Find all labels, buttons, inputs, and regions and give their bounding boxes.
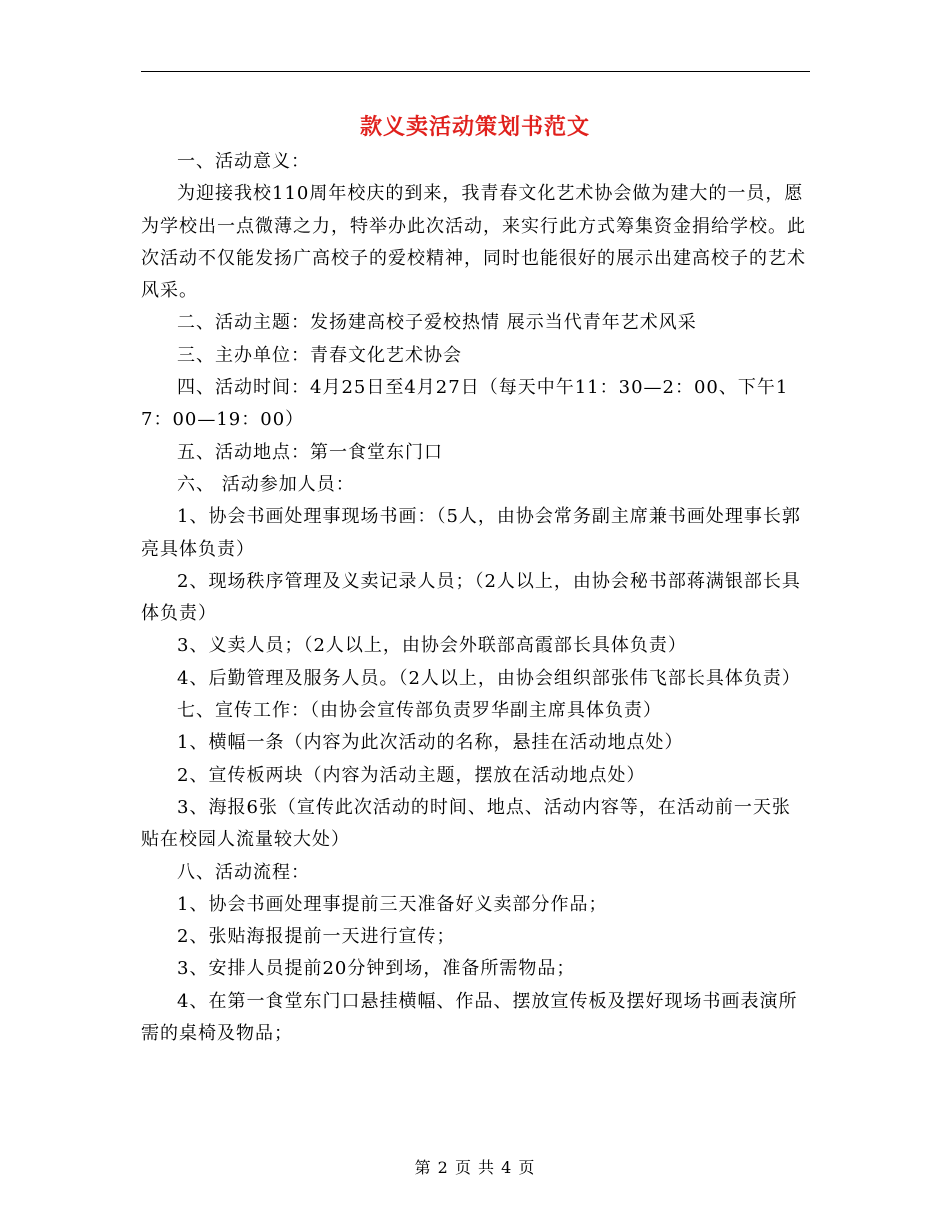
- paragraph: 1、协会书画处理事现场书画：（5人，由协会常务副主席兼书画处理事长郭亮具体负责）: [141, 506, 801, 560]
- paragraph: 五、活动地点：第一食堂东门口: [177, 441, 443, 463]
- paragraph: 4、后勤管理及服务人员。（2人以上，由协会组织部张伟飞部长具体负责）: [177, 667, 801, 689]
- paragraph: 1、横幅一条（内容为此次活动的名称，悬挂在活动地点处）: [177, 732, 684, 754]
- paragraph: 2、现场秩序管理及义卖记录人员；（2人以上，由协会秘书部蒋满银部长具体负责）: [141, 570, 801, 625]
- paragraph: 三、主办单位：青春文化艺术协会: [177, 344, 462, 366]
- paragraph: 六、 活动参加人员：: [177, 473, 355, 495]
- paragraph: 4、在第一食堂东门口悬挂横幅、作品、摆放宣传板及摆好现场书画表演所需的桌椅及物品；: [141, 990, 798, 1045]
- document-body: [141, 146, 809, 1050]
- paragraph: 2、宣传板两块（内容为活动主题，摆放在活动地点处）: [177, 764, 646, 786]
- document-title: 款义卖活动策划书范文: [359, 114, 590, 140]
- header-rule: [141, 71, 810, 72]
- page-number-footer: 第 2 页 共 4 页: [414, 1158, 536, 1177]
- paragraph: 1、协会书画处理事提前三天准备好义卖部分作品；: [177, 893, 608, 915]
- paragraph: 3、安排人员提前20分钟到场，准备所需物品；: [177, 958, 576, 980]
- paragraph: 八、活动流程：: [177, 861, 310, 883]
- paragraph: 3、海报6张（宣传此次活动的时间、地点、活动内容等，在活动前一天张贴在校园人流量较大处）: [141, 796, 791, 851]
- paragraph: 3、义卖人员；（2人以上，由协会外联部高霞部长具体负责）: [177, 635, 687, 657]
- paragraph: 四、活动时间：4月25日至4月27日（每天中午11：30—2：00、下午17：00—19：00）: [141, 377, 789, 431]
- paragraph: 一、活动意义：: [177, 151, 310, 172]
- paragraph: 七、宣传工作：（由协会宣传部负责罗华副主席具体负责）: [177, 700, 662, 722]
- paragraph: 二、活动主题：发扬建高校子爱校热情 展示当代青年艺术风采: [177, 312, 697, 334]
- paragraph: 为迎接我校110周年校庆的到来，我青春文化艺术协会做为建大的一员，愿为学校出一点微薄之力，特举办此次活动，来实行此方式筹集资金捐给学校。此次活动不仅能发扬广高校子的爱校精神，同时也能很好的展示出建高校子的艺术风采。: [141, 183, 806, 302]
- paragraph: 2、张贴海报提前一天进行宣传；: [177, 926, 456, 948]
